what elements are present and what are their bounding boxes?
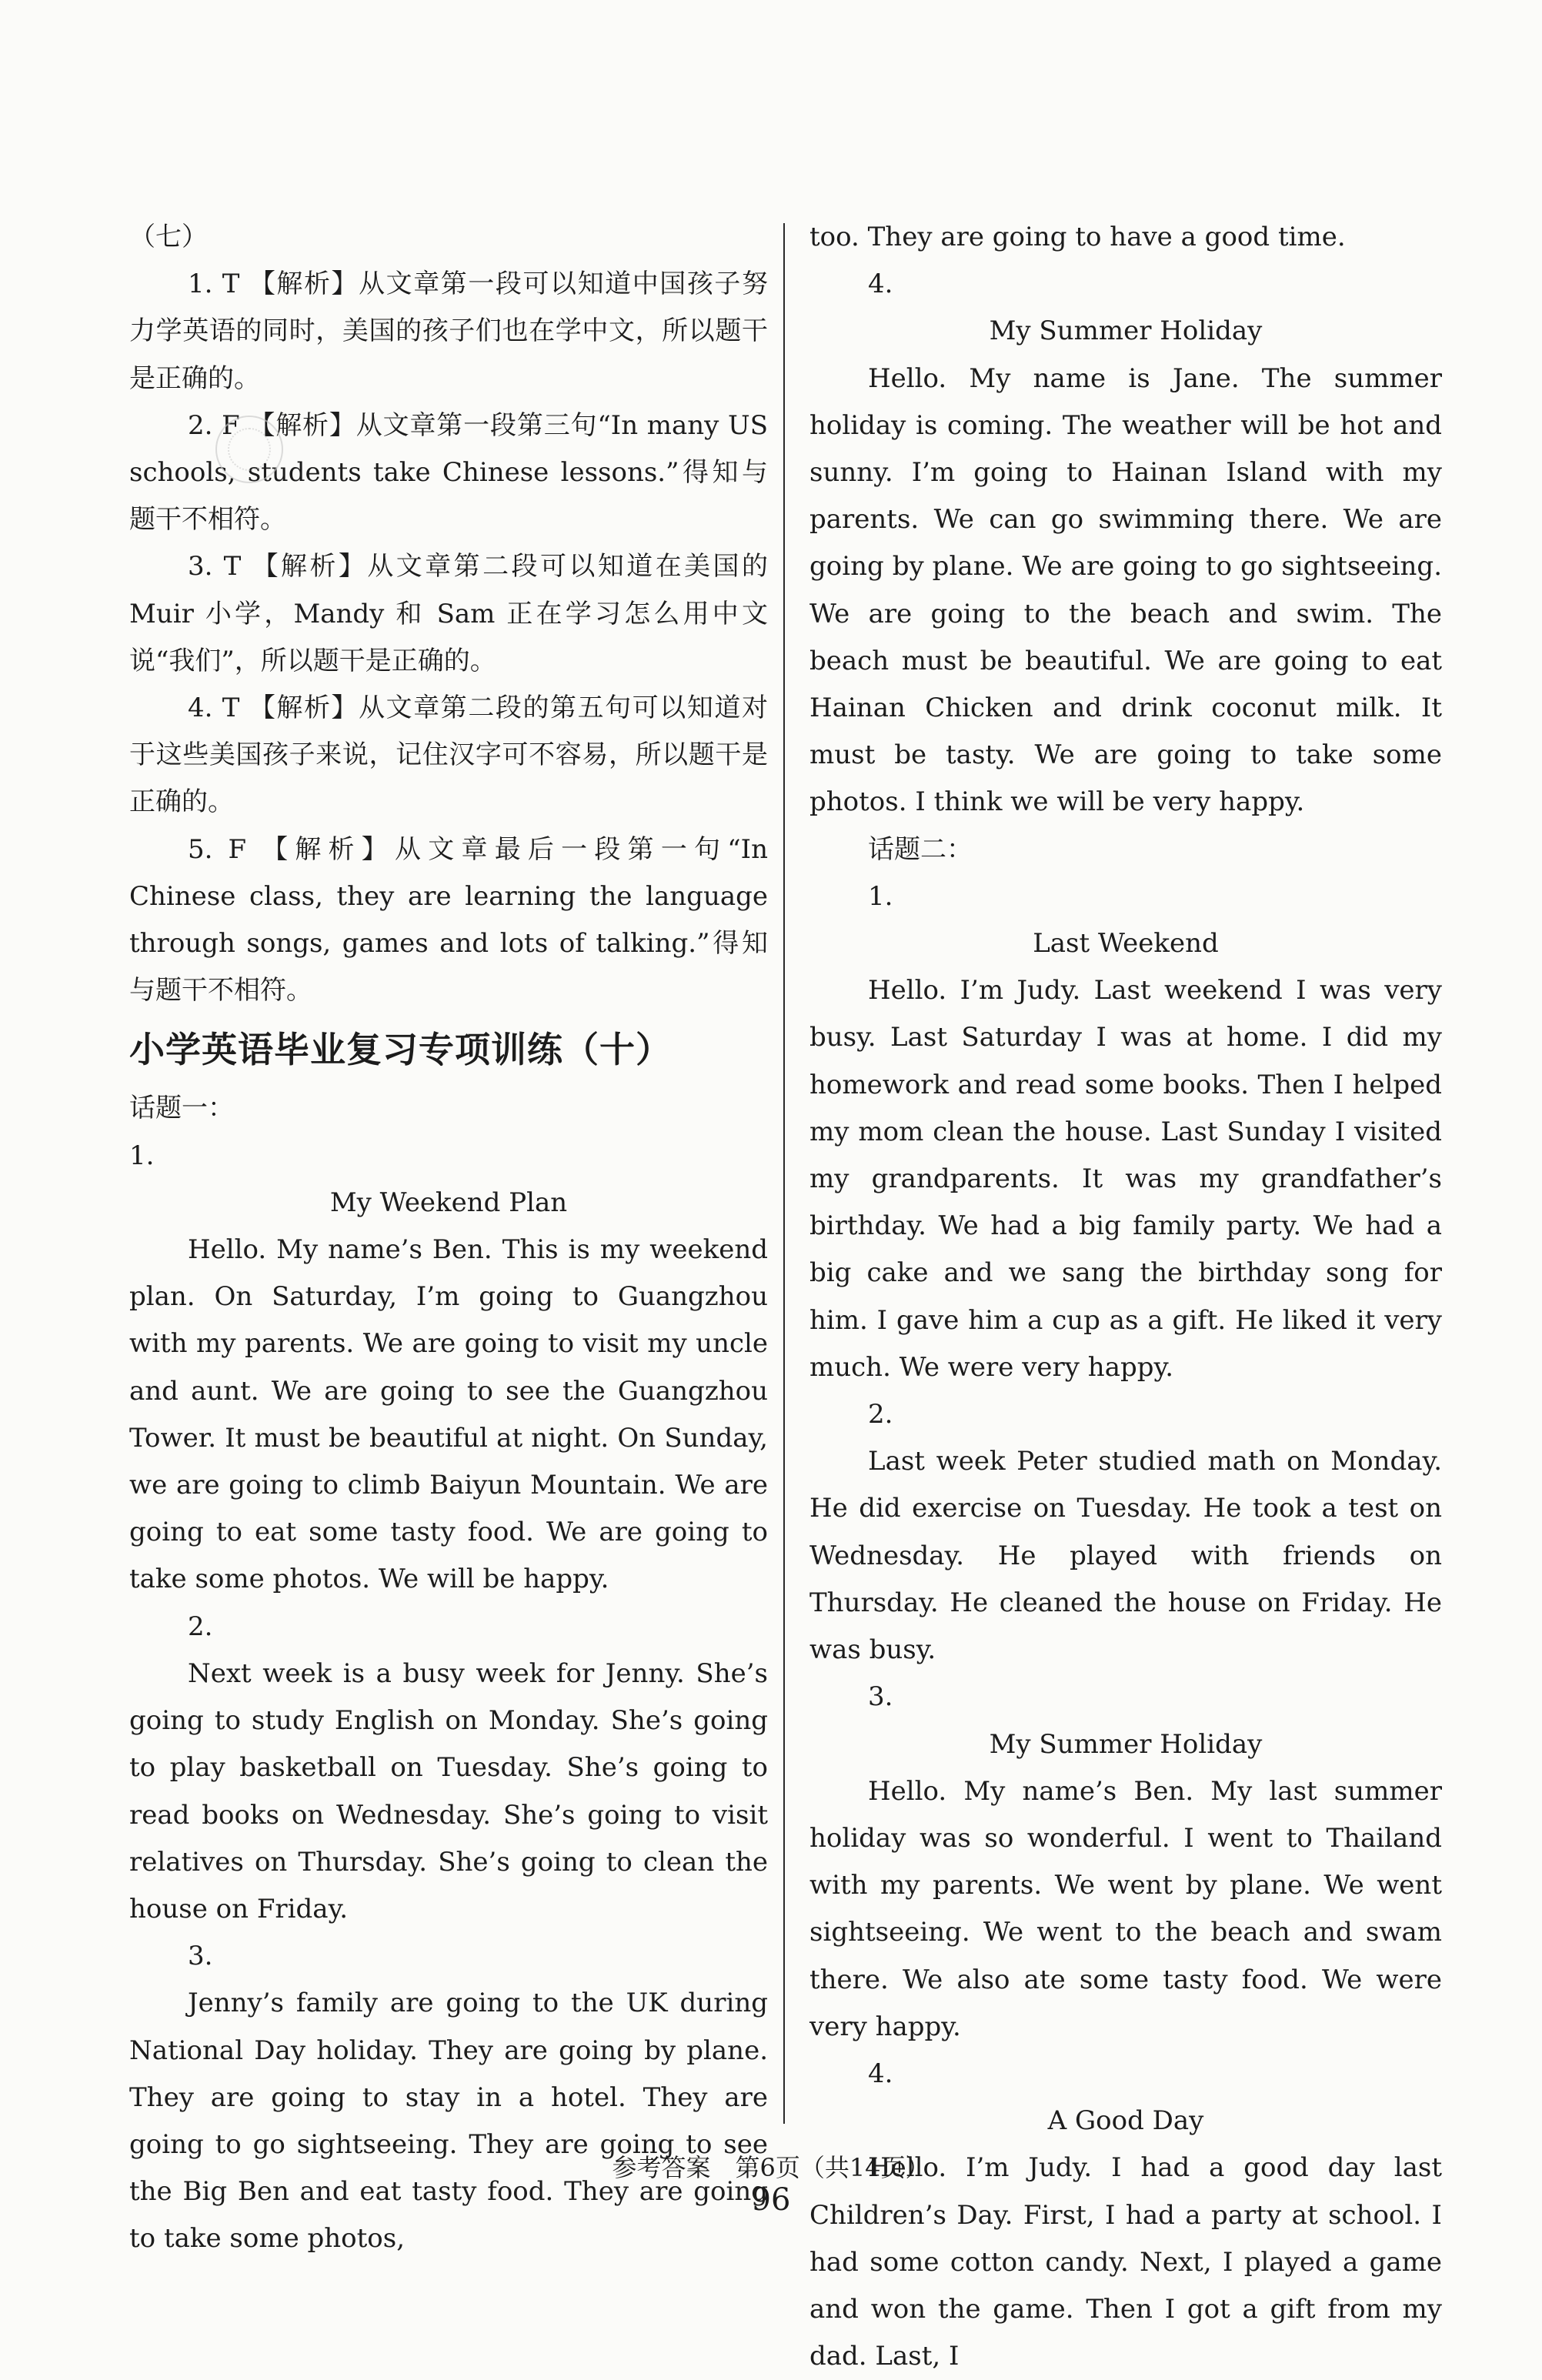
column-divider — [783, 223, 785, 2124]
essay-last-weekend: Hello. I’m Judy. Last weekend I was very busy. Last Saturday I was at home. I did my homework and read some books. Then I helped my mom clean the house. Last Sunday I visited my grandparents. It was my grandfather’s birthday. We had a big family party. We had a big cake and we sang the birthday song for him. I gave him a cup as a gift. He liked it very much. We were very happy. — [809, 975, 1442, 1383]
essay-my-weekend-plan: Hello. My name’s Ben. This is my weekend plan. On Saturday, I’m going to Guangzhou with my parents. We are going to visit my uncle and aunt. We are going to see the Guangzhou Tower. It must be beautiful at night. On Sunday, we are going to climb Baiyun Mountain. We are going to eat some tasty food. We are going to take some photos. We will be happy. — [129, 1234, 768, 1595]
topic-2-item-3-number: 3. — [868, 1681, 893, 1713]
essay-a-good-day: Hello. I’m Judy. I had a good day last Children’s Day. First, I had a party at school. I had some cotton candy. Next, I played a game and won the game. Then I got a gift from my dad. Last, I — [809, 2152, 1442, 2372]
essay-national-day-trip: Jenny’s family are going to the UK during National Day holiday. They are going by plane. They are going to stay in a hotel. They are going to go sightseeing. They are going to see the Big Ben and eat tasty food. They are going to take some photos, — [129, 1988, 768, 2255]
topic-2-item-4-number: 4. — [868, 2058, 893, 2089]
page-number: 96 — [751, 2182, 791, 2218]
answer-5: 5. F 【解析】从文章最后一段第一句“In Chinese class, they are learning the language through songs, games and lots of talking.”得知与题干不相符。 — [129, 833, 768, 1006]
essay-my-summer-holiday-jane: Hello. My name is Jane. The summer holiday is coming. The weather will be hot and sunny. I’m going to Hainan Island with my parents. We can go swimming there. We are going by plane. We are going to go sightseeing. We are going to the beach and swim. The beach must be beautiful. We are going to eat Hainan Chicken and drink coconut milk. It must be tasty. We are going to take some photos. I think we will be very happy. — [809, 362, 1442, 818]
topic-1-item-1-number: 1. — [129, 1140, 155, 1171]
footer-label: 参考答案 第6页（共14页） — [612, 2153, 930, 2182]
right-column — [809, 214, 1442, 2380]
topic-2-label: 话题二： — [868, 833, 973, 865]
essay-title-a-good-day: A Good Day — [1047, 2105, 1204, 2137]
essay-jenny-busy-week: Next week is a busy week for Jenny. She’s going to study English on Monday. She’s going to play basketball on Tuesday. She’s going to read books on Wednesday. She’s going to visit relatives on Thursday. She’s going to clean the house on Friday. — [129, 1657, 768, 1924]
section-7-label: （七） — [129, 222, 208, 252]
answer-1: 1. T 【解析】从文章第一段可以知道中国孩子努力学英语的同时，美国的孩子们也在学中文，所以题干是正确的。 — [129, 269, 768, 394]
section-title: 小学英语毕业复习专项训练（十） — [129, 1029, 672, 1071]
topic-1-label: 话题一： — [129, 1093, 234, 1124]
essay-title-last-weekend: Last Weekend — [1033, 928, 1219, 960]
essay-title-my-summer-holiday-2: My Summer Holiday — [989, 1728, 1263, 1760]
answer-2: 2. F 【解析】从文章第一段第三句“In many US schools, students take Chinese lessons.”得知与题干不相符。 — [129, 409, 768, 536]
topic-2-item-1-number: 1. — [868, 880, 893, 912]
answer-3: 3. T 【解析】从文章第二段可以知道在美国的 Muir 小学，Mandy 和 Sam 正在学习怎么用中文说“我们”，所以题干是正确的。 — [129, 551, 768, 676]
essay-national-day-trip-continued: too. They are going to have a good time. — [809, 222, 1346, 252]
left-column — [129, 214, 768, 2263]
answer-4: 4. T 【解析】从文章第二段的第五句可以知道对于这些美国孩子来说，记住汉字可不容易，所以题干是正确的。 — [129, 693, 768, 818]
essay-my-summer-holiday-ben: Hello. My name’s Ben. My last summer holiday was so wonderful. I went to Thailand with my parents. We went by plane. We went sightseeing. We went to the beach and swam there. We also ate some tasty food. We were very happy. — [809, 1775, 1442, 2042]
topic-2-item-2-number: 2. — [868, 1399, 893, 1430]
essay-title-my-weekend-plan: My Weekend Plan — [329, 1187, 568, 1218]
topic-1-item-2-number: 2. — [188, 1611, 213, 1642]
topic-1-item-4-number: 4. — [868, 269, 893, 300]
essay-peter-last-week: Last week Peter studied math on Monday. He did exercise on Tuesday. He took a test on Wednesday. He played with friends on Thursday. He cleaned the house on Friday. He was busy. — [809, 1446, 1442, 1666]
topic-1-item-3-number: 3. — [188, 1941, 213, 1972]
essay-title-my-summer-holiday: My Summer Holiday — [989, 315, 1263, 347]
faint-stamp-watermark — [215, 416, 283, 483]
